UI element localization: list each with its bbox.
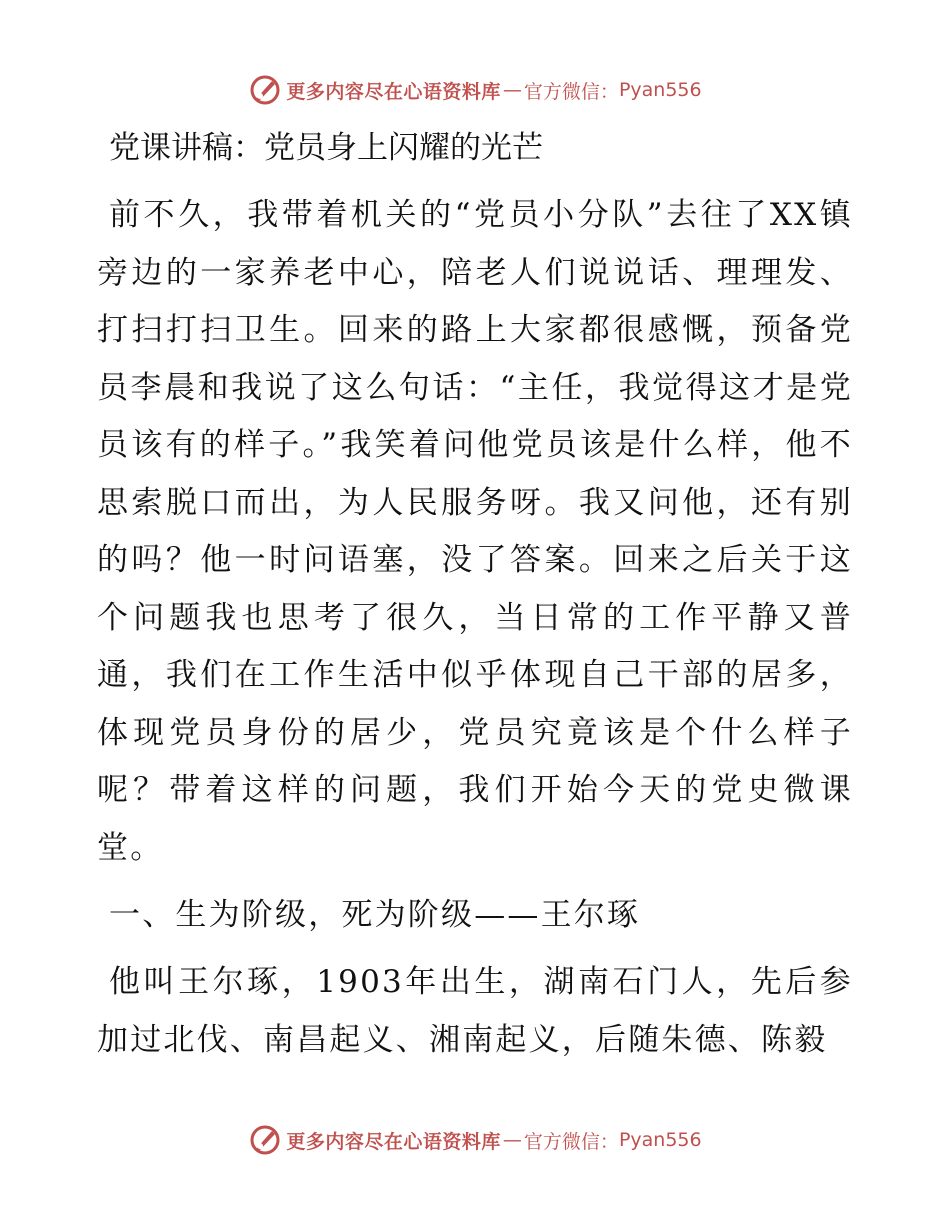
logo-icon — [248, 1123, 282, 1157]
paragraph: 前不久，我带着机关的“党员小分队”去往了XX镇旁边的一家养老中心，陪老人们说说话、理理发、打扫打扫卫生。回来的路上大家都很感慨，预备党员李晨和我说了这么句话：“主任，我觉得这才是党员该有的样子。”我笑着问他党员该是什么样，他不思索脱口而出，为人民服务呀。我又问他，还有别的吗？他一时问语塞，没了答案。回来之后关于这个问题我也思考了很久，当日常的工作平静又普通，我们在工作生活中似乎体现自己干部的居多，体现党员身份的居少，党员究竟该是个什么样子呢？带着这样的问题，我们开始今天的党史微课堂。 — [97, 197, 853, 866]
watermark-label: 官方微信： — [523, 80, 619, 103]
watermark-text: 更多内容尽在心语资料库 — [286, 80, 501, 103]
logo-icon — [248, 73, 282, 107]
watermark-separator: — — [502, 79, 522, 101]
document-title: 党课讲稿：党员身上闪耀的光芒 — [109, 130, 543, 166]
watermark-separator: — — [502, 1129, 522, 1151]
paragraph: 他叫王尔琢，1903年出生，湖南石门人，先后参加过北伐、南昌起义、湘南起义，后随朱德、陈毅 — [97, 964, 853, 1058]
watermark-label: 官方微信： — [523, 1130, 619, 1153]
document-body — [97, 120, 853, 1079]
watermark-wechat-id: Pyan556 — [618, 79, 702, 101]
watermark-text: 更多内容尽在心语资料库 — [286, 1130, 501, 1153]
watermark-wechat-id: Pyan556 — [618, 1129, 702, 1151]
watermark-banner-bottom — [0, 1120, 950, 1160]
watermark-banner-top — [0, 70, 950, 110]
section-heading: 一、生为阶级，死为阶级——王尔琢 — [109, 897, 641, 933]
